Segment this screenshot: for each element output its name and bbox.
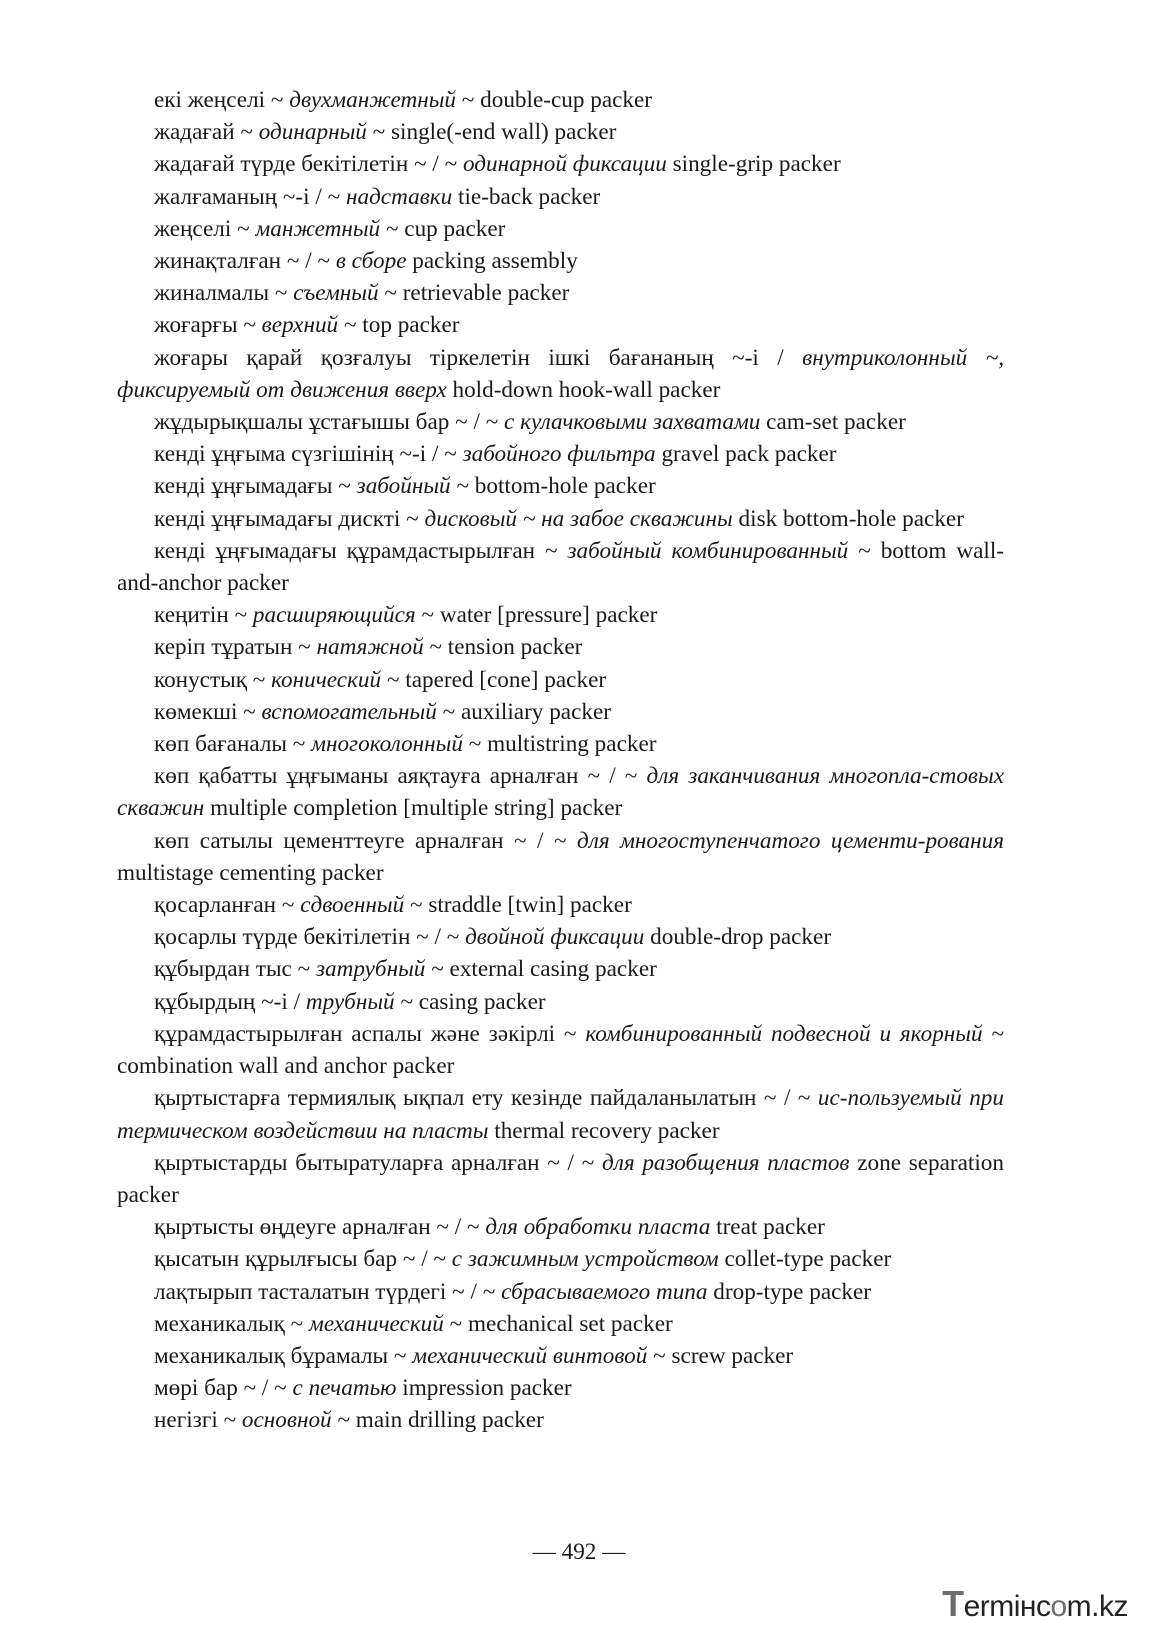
dictionary-entry [117, 503, 1004, 535]
dictionary-entry [117, 277, 1004, 309]
dictionary-entry [117, 148, 1004, 180]
dictionary-entry [117, 116, 1004, 148]
russian-term: манжетный [255, 215, 381, 242]
entry-text: жинақталған ~ / ~ [154, 248, 336, 275]
russian-term: вспомогательный [261, 698, 437, 725]
dictionary-entry [117, 1308, 1004, 1340]
russian-term: надставки [345, 183, 453, 210]
entry-text: ~ straddle [twin] packer [404, 892, 632, 919]
watermark-o: o [1050, 1590, 1067, 1623]
entry-text: ~ casing packer [394, 988, 546, 1015]
entry-text: impression packer [396, 1375, 572, 1402]
entry-text: ~ water [pressure] packer [415, 602, 658, 629]
russian-term: основной [241, 1407, 332, 1434]
entry-text: механикалық бұрамалы ~ [154, 1342, 413, 1369]
entry-text: қысатын құрылғысы бар ~ / ~ [154, 1246, 452, 1273]
entry-text: ~ bottom wall-and-anchor packer [117, 537, 1004, 597]
russian-term: с кулачковыми захватами [504, 409, 761, 436]
entry-text: лақтырып тасталатын түрдегі ~ / ~ [154, 1278, 502, 1305]
dictionary-entry [117, 213, 1004, 245]
dictionary-entry [117, 1018, 1004, 1082]
page-body [117, 84, 1004, 1437]
entry-text: ~ tapered [cone] packer [381, 666, 607, 693]
entry-text: disk bottom-hole packer [732, 505, 964, 532]
entry-text: құрамдастырылған аспалы және зәкірлі ~ [154, 1020, 586, 1047]
dictionary-entry [117, 309, 1004, 341]
entry-text: екі жеңселі ~ [154, 87, 290, 113]
russian-term: верхний [261, 312, 339, 339]
dictionary-entry [117, 1211, 1004, 1243]
russian-term: двухманжетный [289, 87, 456, 113]
entry-text: cam-set packer [760, 409, 906, 436]
dictionary-entry [117, 921, 1004, 953]
russian-term: в сборе [335, 248, 407, 275]
russian-term: одинарной фиксации [462, 151, 667, 178]
entry-text: жадағай ~ [154, 119, 259, 146]
russian-term: ис-пользуемый при термическом воздействии на пласты [117, 1085, 1004, 1144]
entry-text: ~ main drilling packer [331, 1407, 544, 1434]
entry-text: жалғаманың ~-і / ~ [154, 183, 346, 210]
dictionary-entry [117, 599, 1004, 631]
entry-text: ~ combination wall and anchor packer [117, 1020, 1004, 1080]
entry-text: gravel pack packer [655, 441, 837, 468]
entry-text: collet-type packer [718, 1246, 892, 1273]
dictionary-entry [117, 438, 1004, 470]
dictionary-entry [117, 953, 1004, 985]
dictionary-entry [117, 1147, 1004, 1211]
entry-text: кенді ұңғыма сүзгішінің ~-і / ~ [154, 441, 463, 468]
page-number: — 492 — [532, 1539, 626, 1565]
entry-text: конустық ~ [154, 666, 272, 693]
entry-text: ~ mechanical set packer [443, 1310, 673, 1337]
entry-text: thermal recovery packer [488, 1117, 720, 1144]
entry-text: ~ double-cup packer [456, 87, 653, 113]
dictionary-entry [117, 889, 1004, 921]
terminkom-watermark-logo [942, 1585, 1128, 1626]
russian-term: для обработки пласта [485, 1214, 711, 1241]
entry-text: single-grip packer [666, 151, 841, 178]
entry-text: tie-back packer [452, 183, 601, 210]
dictionary-entry [117, 406, 1004, 438]
entry-text: treat packer [710, 1214, 825, 1241]
entry-text: құбырдың ~-і / [154, 988, 306, 1015]
entry-text: drop-type packer [707, 1278, 872, 1305]
entry-text: жұдырықшалы ұстағышы бар ~ / ~ [154, 409, 505, 436]
dictionary-entry [117, 1340, 1004, 1372]
dictionary-entry [117, 470, 1004, 502]
dictionary-entry [117, 825, 1004, 889]
entry-text: hold-down hook-wall packer [446, 376, 721, 403]
entry-text: қосарланған ~ [154, 892, 301, 919]
russian-term: забойный комбинированный [567, 537, 849, 564]
entry-text: ~ multistring packer [462, 731, 657, 758]
entry-text: multiple completion [multiple string] packer [204, 795, 623, 822]
russian-term: дисковый ~ на забое скважины [424, 505, 733, 532]
dictionary-entry [117, 631, 1004, 663]
dictionary-entry [117, 664, 1004, 696]
entry-text: zone separation packer [117, 1149, 1004, 1208]
entry-text: double-drop packer [644, 924, 832, 951]
russian-term: натяжной [316, 634, 424, 661]
watermark-mid: ermінc [963, 1590, 1051, 1623]
watermark-t: T [942, 1583, 964, 1624]
entry-text: қыртыстарды бытыратуларға арналған ~ / ~ [154, 1149, 602, 1176]
russian-term: расширяющийся [252, 602, 416, 629]
dictionary-entry [117, 1276, 1004, 1308]
dictionary-entry [117, 84, 1004, 116]
dictionary-entry [117, 535, 1004, 599]
russian-term: внутриколонный ~, фиксируемый от движения вверх [117, 344, 1005, 403]
entry-text: жоғарғы ~ [154, 312, 262, 339]
entry-text: ~ bottom-hole packer [450, 473, 656, 500]
entry-text: ~ single(-end wall) packer [366, 119, 617, 146]
entry-text: ~ external casing packer [425, 956, 657, 983]
russian-term: одинарный [258, 119, 367, 146]
watermark-last: m.kz [1066, 1590, 1128, 1623]
russian-term: затрубный [315, 956, 426, 983]
russian-term: сдвоенный [300, 892, 405, 919]
entry-text: жеңселі ~ [154, 215, 256, 242]
entry-text: мөрі бар ~ / ~ [154, 1375, 293, 1402]
russian-term: для заканчивания многопла-стовых скважин [117, 763, 1004, 822]
entry-text: ~ retrievable packer [378, 280, 570, 307]
entry-text: кеңитін ~ [154, 602, 253, 629]
entry-text: жиналмалы ~ [154, 280, 294, 307]
entry-text: көп қабатты ұңғыманы аяқтауға арналған ~ / ~ [154, 763, 647, 790]
entry-text: жадағай түрде бекітілетін ~ / ~ [154, 151, 463, 178]
russian-term: двойной фиксации [465, 924, 645, 951]
entry-text: кенді ұңғымадағы дискті ~ [154, 505, 425, 532]
entry-text: ~ screw packer [647, 1342, 794, 1369]
russian-term: с печатью [292, 1375, 397, 1402]
entry-text: ~ tension packer [423, 634, 583, 661]
dictionary-entry [117, 1404, 1004, 1436]
entry-text: қыртыстарға термиялық ықпал ету кезінде пайдаланылатын ~ / ~ [154, 1085, 818, 1112]
entry-text: көп сатылы цементтеуге арналған ~ / ~ [154, 827, 578, 854]
russian-term: трубный [305, 988, 395, 1015]
russian-term: конический [271, 666, 382, 693]
russian-term: сбрасываемого типа [501, 1278, 708, 1305]
russian-term: забойного фильтра [462, 441, 656, 468]
russian-term: для разобщения пластов [602, 1149, 850, 1176]
russian-term: съемный [293, 280, 379, 307]
entry-text: көп бағаналы ~ [154, 731, 312, 758]
entry-text: кенді ұңғымадағы ~ [154, 473, 357, 500]
dictionary-entry [117, 181, 1004, 213]
entry-text: негізгі ~ [154, 1407, 242, 1434]
entry-text: кенді ұңғымадағы құрамдастырылған ~ [154, 537, 568, 564]
dictionary-entry [117, 728, 1004, 760]
entry-text: жоғары қарай қозғалуы тіркелетін ішкі бағананың ~-і / [154, 344, 803, 371]
russian-term: комбинированный подвесной и якорный [585, 1020, 983, 1047]
entry-text: керіп тұратын ~ [154, 634, 317, 661]
russian-term: с зажимным устройством [451, 1246, 719, 1273]
dictionary-entry [117, 1372, 1004, 1404]
russian-term: механический винтовой [412, 1342, 648, 1369]
dictionary-entry [117, 1243, 1004, 1275]
entry-text: ~ top packer [338, 312, 460, 339]
entry-text: қосарлы түрде бекітілетін ~ / ~ [154, 924, 466, 951]
dictionary-entry [117, 1082, 1004, 1146]
dictionary-entry [117, 760, 1004, 824]
russian-term: многоколонный [311, 731, 463, 758]
russian-term: забойный [356, 473, 451, 500]
entry-text: ~ cup packer [380, 215, 506, 242]
russian-term: механический [309, 1310, 444, 1337]
dictionary-entry [117, 245, 1004, 277]
entry-text: ~ auxiliary packer [436, 698, 611, 725]
entry-text: механикалық ~ [154, 1310, 310, 1337]
dictionary-entry [117, 986, 1004, 1018]
entry-text: құбырдан тыс ~ [154, 956, 316, 983]
russian-term: для многоступенчатого цементи-рования [577, 827, 1005, 854]
dictionary-entry [117, 696, 1004, 728]
entry-text: көмекші ~ [154, 698, 262, 725]
entry-text: қыртысты өңдеуге арналған ~ / ~ [154, 1214, 486, 1241]
dictionary-entry [117, 342, 1004, 406]
entry-text: multistage cementing packer [117, 859, 384, 886]
entry-text: packing assembly [406, 248, 578, 275]
